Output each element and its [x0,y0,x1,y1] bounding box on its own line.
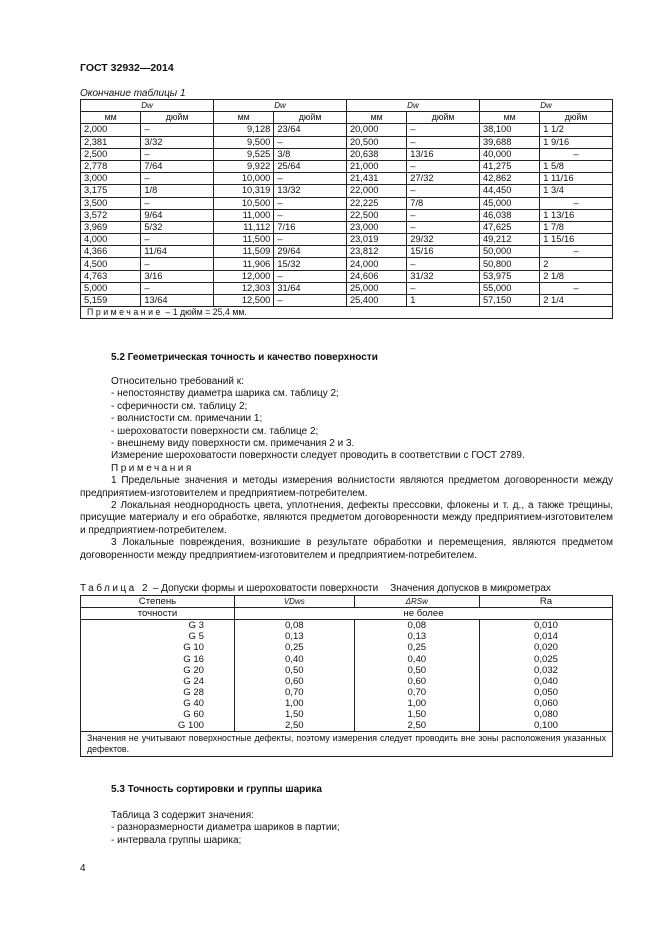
inch-cell: – [274,295,347,307]
grade-cell: G 16 [81,653,235,664]
table-row [81,136,613,148]
inch-cell: – [141,148,214,160]
table-row [81,173,613,185]
value-cell: 0,100 [480,720,613,732]
value-cell: 0,25 [235,642,355,653]
mm-cell: 20,638 [346,148,406,160]
table-row [81,642,613,653]
list-item: - разноразмерности диаметра шариков в партии; [111,822,340,834]
mm-cell: 10,000 [213,173,273,185]
table-row [81,720,613,732]
mm-cell: 47,625 [479,221,539,233]
mm-cell: 55,000 [479,282,539,294]
inch-cell: 1 [407,295,480,307]
table-row [81,270,613,282]
inch-cell: 5/32 [141,221,214,233]
mm-cell: 3,000 [81,173,141,185]
inch-cell: – [540,148,613,160]
list-item: - шероховатости поверхности см. таблице 2; [111,425,319,437]
inch-cell: – [141,282,214,294]
mm-cell: 21,431 [346,173,406,185]
table1-header-units [81,112,613,124]
inch-cell: – [274,197,347,209]
inch-cell: 29/64 [274,246,347,258]
inch-cell: – [540,246,613,258]
inch-cell: 1 15/16 [540,234,613,246]
inch-cell: 7/8 [407,197,480,209]
value-cell: 0,08 [235,620,355,632]
value-cell: 0,60 [354,676,479,687]
table1-note [81,307,613,319]
value-cell: 2,50 [354,720,479,732]
unit-inch: дюйм [141,112,214,124]
value-cell: 1,50 [354,709,479,720]
value-cell: 1,50 [235,709,355,720]
table2-caption [80,583,613,594]
value-cell: 0,50 [354,665,479,676]
inch-cell: 1 11/16 [540,173,613,185]
value-cell: 0,080 [480,709,613,720]
table2-note-row [81,732,613,757]
inch-cell: – [141,124,214,136]
inch-cell: – [407,282,480,294]
section-5-3-body [80,810,613,847]
inch-cell: 27/32 [407,173,480,185]
vdws-heading: VDws [235,596,355,608]
delta-rsw-heading: ΔRSw [354,596,479,608]
inch-cell: 3/8 [274,148,347,160]
table2-caption-text: – Допуски формы и шероховатости поверхности [150,583,379,594]
unit-mm: мм [213,112,273,124]
value-cell: 1,00 [235,698,355,709]
value-cell: 0,50 [235,665,355,676]
table-row [81,653,613,664]
mm-cell: 9,525 [213,148,273,160]
mm-cell: 4,500 [81,258,141,270]
value-cell: 2,50 [235,720,355,732]
mm-cell: 53,975 [479,270,539,282]
inch-cell: – [274,173,347,185]
inch-cell: 3/32 [141,136,214,148]
mm-cell: 3,969 [81,221,141,233]
mm-cell: 11,000 [213,209,273,221]
table1-body [81,124,613,307]
section-5-3-title: 5.3 Точность сортировки и группы шарика [111,784,322,795]
section-5-2-intro: Относительно требований к: [111,376,244,387]
list-item: - интервала группы шарика; [111,834,242,846]
table-row [81,148,613,160]
mm-cell: 50,000 [479,246,539,258]
mm-cell: 5,000 [81,282,141,294]
table2-caption-units: Значения допусков в микрометрах [390,583,551,594]
inch-cell: 31/64 [274,282,347,294]
value-cell: 0,13 [354,631,479,642]
inch-cell: 2 1/8 [540,270,613,282]
unit-inch: дюйм [274,112,347,124]
value-cell: 0,020 [480,642,613,653]
value-cell: 0,13 [235,631,355,642]
mm-cell: 39,688 [479,136,539,148]
inch-cell: 15/32 [274,258,347,270]
inch-cell: – [274,234,347,246]
mm-cell: 25,000 [346,282,406,294]
table-row [81,620,613,632]
table-row [81,282,613,294]
inch-cell: 31/32 [407,270,480,282]
list-item: - сферичности см. таблицу 2; [111,400,248,412]
mm-cell: 11,509 [213,246,273,258]
value-cell: 0,25 [354,642,479,653]
inch-cell: 1/8 [141,185,214,197]
mm-cell: 2,000 [81,124,141,136]
inch-cell: 2 [540,258,613,270]
table-row [81,709,613,720]
degree-heading-2: точности [81,608,235,620]
inch-cell: 13/64 [141,295,214,307]
list-item: - волнистости см. примечании 1; [111,413,263,425]
inch-cell: – [407,209,480,221]
mm-cell: 20,000 [346,124,406,136]
section-5-2-title: 5.2 Геометрическая точность и качество поверхности [111,352,378,363]
table-row [81,197,613,209]
table-row [81,246,613,258]
mm-cell: 50,800 [479,258,539,270]
dw-heading: Dw [81,100,214,112]
table-row [81,258,613,270]
inch-cell: – [407,221,480,233]
mm-cell: 22,000 [346,185,406,197]
mm-cell: 4,763 [81,270,141,282]
dw-heading: Dw [479,100,612,112]
grade-cell: G 5 [81,631,235,642]
inch-cell: 7/64 [141,160,214,172]
mm-cell: 24,606 [346,270,406,282]
inch-cell: 15/16 [407,246,480,258]
mm-cell: 4,366 [81,246,141,258]
mm-cell: 46,038 [479,209,539,221]
table-row [81,234,613,246]
value-cell: 0,40 [354,653,479,664]
inch-cell: 13/32 [274,185,347,197]
note-1: 1 Предельные значения и методы измерения волнистости являются предметом договоренности между предприятием-изготовителем и предприятием-потребителем. [80,475,613,499]
max-heading: не более [235,608,613,620]
section-5-3-intro: Таблица 3 содержит значения: [111,810,254,821]
mm-cell: 49,212 [479,234,539,246]
mm-cell: 12,303 [213,282,273,294]
table-row [81,676,613,687]
degree-heading: Степень [81,596,235,608]
mm-cell: 11,906 [213,258,273,270]
mm-cell: 2,778 [81,160,141,172]
unit-mm: мм [81,112,141,124]
value-cell: 0,60 [235,676,355,687]
mm-cell: 12,000 [213,270,273,282]
mm-cell: 41,275 [479,160,539,172]
unit-inch: дюйм [540,112,613,124]
mm-cell: 23,019 [346,234,406,246]
inch-cell: – [407,258,480,270]
table2-header-row [81,608,613,620]
value-cell: 0,40 [235,653,355,664]
mm-cell: 2,381 [81,136,141,148]
inch-cell: – [141,258,214,270]
inch-cell: 1 5/8 [540,160,613,172]
table-row [81,687,613,698]
table1-header-dw [81,100,613,112]
inch-cell: 1 3/4 [540,185,613,197]
grade-cell: G 28 [81,687,235,698]
table-row [81,698,613,709]
table-row [81,665,613,676]
mm-cell: 9,922 [213,160,273,172]
table-row [81,295,613,307]
table-row [81,209,613,221]
mm-cell: 10,319 [213,185,273,197]
mm-cell: 25,400 [346,295,406,307]
table1 [80,99,613,319]
value-cell: 0,08 [354,620,479,632]
list-item: - непостоянству диаметра шарика см. таблицу 2; [111,388,339,400]
grade-cell: G 10 [81,642,235,653]
unit-mm: мм [479,112,539,124]
unit-mm: мм [346,112,406,124]
mm-cell: 21,000 [346,160,406,172]
value-cell: 0,025 [480,653,613,664]
ra-heading: Ra [480,596,613,608]
inch-cell: 11/64 [141,246,214,258]
inch-cell: 29/32 [407,234,480,246]
dw-heading: Dw [213,100,346,112]
grade-cell: G 100 [81,720,235,732]
table2-body [81,620,613,732]
mm-cell: 3,500 [81,197,141,209]
mm-cell: 22,500 [346,209,406,221]
inch-cell: 23/64 [274,124,347,136]
inch-cell: 1 7/8 [540,221,613,233]
mm-cell: 42,862 [479,173,539,185]
value-cell: 0,060 [480,698,613,709]
inch-cell: – [141,234,214,246]
section-5-2-body [80,376,613,562]
table2 [80,595,613,757]
mm-cell: 24,000 [346,258,406,270]
list-item: - внешнему виду поверхности см. примечания 2 и 3. [111,438,355,450]
mm-cell: 9,500 [213,136,273,148]
inch-cell: – [141,197,214,209]
inch-cell: 13/16 [407,148,480,160]
inch-cell: – [540,197,613,209]
mm-cell: 4,000 [81,234,141,246]
inch-cell: – [407,136,480,148]
inch-cell: – [540,282,613,294]
table-row [81,221,613,233]
mm-cell: 38,100 [479,124,539,136]
mm-cell: 45,000 [479,197,539,209]
value-cell: 0,040 [480,676,613,687]
page-number: 4 [80,863,86,874]
mm-cell: 11,112 [213,221,273,233]
inch-cell: 1 1/2 [540,124,613,136]
table-row [81,124,613,136]
grade-cell: G 60 [81,709,235,720]
inch-cell: 25/64 [274,160,347,172]
note-label: Примечание [87,307,163,318]
inch-cell: – [407,160,480,172]
value-cell: 0,010 [480,620,613,632]
inch-cell: – [274,209,347,221]
value-cell: 0,014 [480,631,613,642]
grade-cell: G 40 [81,698,235,709]
mm-cell: 57,150 [479,295,539,307]
grade-cell: G 20 [81,665,235,676]
note-text: – 1 дюйм = 25,4 мм. [162,307,247,318]
table2-note: Значения не учитывают поверхностные дефекты, поэтому измерения следует проводить вне зоны расположения указанных дефектов. [81,732,613,757]
inch-cell: – [274,270,347,282]
table1-caption: Окончание таблицы 1 [80,88,186,99]
mm-cell: 22,225 [346,197,406,209]
mm-cell: 23,812 [346,246,406,258]
mm-cell: 3,175 [81,185,141,197]
value-cell: 0,70 [354,687,479,698]
mm-cell: 3,572 [81,209,141,221]
mm-cell: 11,500 [213,234,273,246]
value-cell: 0,032 [480,665,613,676]
mm-cell: 5,159 [81,295,141,307]
mm-cell: 10,500 [213,197,273,209]
note-2: 2 Локальная неоднородность цвета, уплотнения, дефекты прессовки, флокены и т. д., а также трещины, присущие материалу и его обработке, являются предметом договоренности между предприятием-изготовителем и предприятием-потребителем. [80,500,613,536]
table2-caption-label: Таблица 2 [80,583,151,594]
value-cell: 1,00 [354,698,479,709]
value-cell: 0,050 [480,687,613,698]
inch-cell: 9/64 [141,209,214,221]
grade-cell: G 24 [81,676,235,687]
inch-cell: – [407,185,480,197]
notes-label: Примечания [111,462,194,474]
table2-header-row [81,596,613,608]
mm-cell: 2,500 [81,148,141,160]
mm-cell: 40,000 [479,148,539,160]
inch-cell: 1 9/16 [540,136,613,148]
table-row [81,631,613,642]
inch-cell: – [407,124,480,136]
inch-cell: 1 13/16 [540,209,613,221]
mm-cell: 23,000 [346,221,406,233]
note-3: 3 Локальные повреждения, возникшие в результате обработки и перемещения, являются предметом договоренности между предприятием-изготовителем и предприятием-потребителем. [80,537,613,561]
mm-cell: 44,450 [479,185,539,197]
roughness-statement: Измерение шероховатости поверхности следует проводить в соответствии с ГОСТ 2789. [111,450,525,462]
table-row [81,160,613,172]
mm-cell: 20,500 [346,136,406,148]
table-row [81,185,613,197]
inch-cell: 2 1/4 [540,295,613,307]
unit-inch: дюйм [407,112,480,124]
inch-cell: 7/16 [274,221,347,233]
mm-cell: 9,128 [213,124,273,136]
grade-cell: G 3 [81,620,235,632]
dw-heading: Dw [346,100,479,112]
value-cell: 0,70 [235,687,355,698]
document-header: ГОСТ 32932—2014 [80,62,174,74]
inch-cell: 3/16 [141,270,214,282]
table1-note-row [81,307,613,319]
inch-cell: – [274,136,347,148]
inch-cell: – [141,173,214,185]
mm-cell: 12,500 [213,295,273,307]
